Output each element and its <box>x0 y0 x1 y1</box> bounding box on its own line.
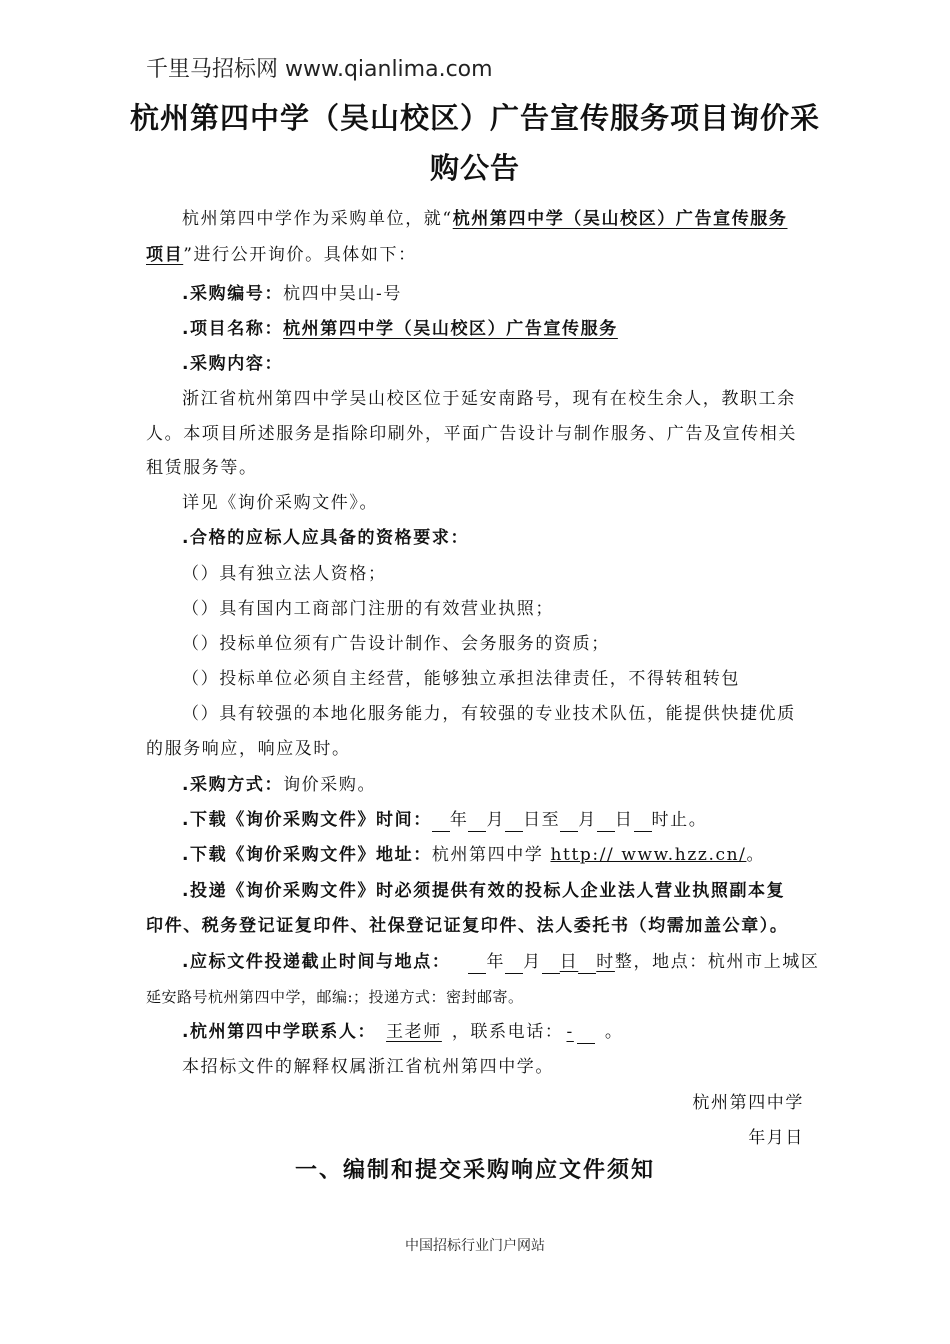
content-label-text: .采购内容： <box>182 354 284 374</box>
blank-field <box>578 955 596 974</box>
submit-docs-line1: .投递《询价采购文件》时必须提供有效的投标人企业法人营业执照副本复 <box>182 881 786 901</box>
qualification-item-2: （）具有国内工商部门注册的有效营业执照； <box>182 599 554 619</box>
month-text: 月 <box>486 810 506 830</box>
contact <box>182 1020 623 1044</box>
deadline-day-text: 日 <box>559 952 579 972</box>
qualification-item-5: （）具有较强的本地化服务能力，有较强的专业技术队伍，能提供快捷优质 <box>182 704 796 724</box>
blank-field <box>505 813 523 832</box>
purchase-code-value: 杭四中吴山-号 <box>283 284 403 304</box>
qualification-item-1: （）具有独立法人资格； <box>182 564 387 584</box>
blank-field <box>432 813 450 832</box>
deadline-year-text: 年 <box>486 952 506 972</box>
purchase-code-label: .采购编号： <box>182 284 284 304</box>
intro-line1 <box>182 207 788 231</box>
page-footer: 中国招标行业门户网站 <box>405 1238 545 1254</box>
intro-project-name-cont: 项目 <box>146 245 184 265</box>
download-address-value: 杭州第四中学 <box>431 845 551 865</box>
download-address-end: 。 <box>746 845 766 865</box>
download-address-label: .下载《询价采购文件》地址： <box>182 845 432 865</box>
rights-statement: 本招标文件的解释权属浙江省杭州第四中学。 <box>182 1057 554 1077</box>
deadline-hour-text: 时 <box>596 952 615 972</box>
deadline-label: .应标文件投递截止时间与地点： <box>182 952 451 972</box>
month2-text: 月 <box>578 810 597 830</box>
page-title-line1: 杭州第四中学（吴山校区）广告宣传服务项目询价采 <box>129 101 820 135</box>
content-line2: 人。本项目所述服务是指除印刷外，平面广告设计与制作服务、广告及宣传相关 <box>146 424 797 444</box>
qualification-item-5-cont: 的服务响应，响应及时。 <box>146 739 351 759</box>
download-time-label: .下载《询价采购文件》时间： <box>182 810 432 830</box>
download-link[interactable]: http:// www.hzz.cn/ <box>550 845 747 865</box>
content-detail: 详见《询价采购文件》。 <box>182 493 379 513</box>
deadline <box>182 950 820 974</box>
qualification-item-4: （）投标单位必须自主经营，能够独立承担法律责任，不得转租转包 <box>182 669 740 689</box>
section-title: 一、编制和提交采购响应文件须知 <box>294 1158 655 1183</box>
contact-name: 王老师 <box>386 1022 442 1042</box>
end-text: 时止。 <box>651 810 708 830</box>
purchase-method-value: 询价采购。 <box>283 775 377 795</box>
day2-text: 日 <box>614 810 634 830</box>
intro-prefix: 杭州第四中学作为采购单位，就“ <box>182 209 453 229</box>
contact-phone-label: ，联系电话： <box>451 1022 564 1042</box>
blank-field <box>560 813 578 832</box>
qualification-item-3: （）投标单位须有广告设计制作、会务服务的资质； <box>182 634 610 654</box>
purchase-code <box>182 282 402 306</box>
blank-field <box>634 813 652 832</box>
year-text: 年 <box>449 810 469 830</box>
intro-project-name: 杭州第四中学（吴山校区）广告宣传服务 <box>452 209 788 229</box>
contact-label: .杭州第四中学联系人： <box>182 1022 377 1042</box>
content-line3: 租赁服务等。 <box>146 458 258 478</box>
contact-end: 。 <box>604 1022 624 1042</box>
contact-phone: - <box>566 1022 574 1042</box>
blank-field <box>468 813 486 832</box>
download-address <box>182 843 765 867</box>
page-title-line2: 购公告 <box>429 151 520 185</box>
content-line1: 浙江省杭州第四中学吴山校区位于延安南路号，现有在校生余人，教职工余 <box>182 389 796 409</box>
download-time <box>182 808 707 832</box>
qualification-label: .合格的应标人应具备的资格要求： <box>182 528 470 548</box>
submit-docs-line2: 印件、税务登记证复印件、社保登记证复印件、法人委托书（均需加盖公章）。 <box>146 916 789 936</box>
deadline-rest-text: 整，地点：杭州市上城区 <box>614 952 820 972</box>
site-header: 千里马招标网 www.qianlima.com <box>146 57 493 82</box>
blank-field <box>577 1025 595 1044</box>
signature-date: 年月日 <box>748 1128 804 1148</box>
blank-field <box>597 813 615 832</box>
deadline-line2: 延安路号杭州第四中学，邮编:；投递方式：密封邮寄。 <box>146 988 524 1006</box>
day-to-text: 日至 <box>523 810 561 830</box>
blank-field <box>505 955 523 974</box>
intro-line2 <box>146 243 417 267</box>
project-name-label: .项目名称： <box>182 319 284 339</box>
blank-field <box>468 955 486 974</box>
purchase-method <box>182 773 376 797</box>
intro-suffix: ”进行公开询价。具体如下： <box>183 245 417 265</box>
signature-org: 杭州第四中学 <box>692 1093 804 1113</box>
deadline-month-text: 月 <box>523 952 542 972</box>
project-name-value: 杭州第四中学（吴山校区）广告宣传服务 <box>283 319 618 339</box>
blank-field <box>542 955 560 974</box>
content-label <box>182 352 283 376</box>
project-name <box>182 317 618 341</box>
purchase-method-label: .采购方式： <box>182 775 284 795</box>
